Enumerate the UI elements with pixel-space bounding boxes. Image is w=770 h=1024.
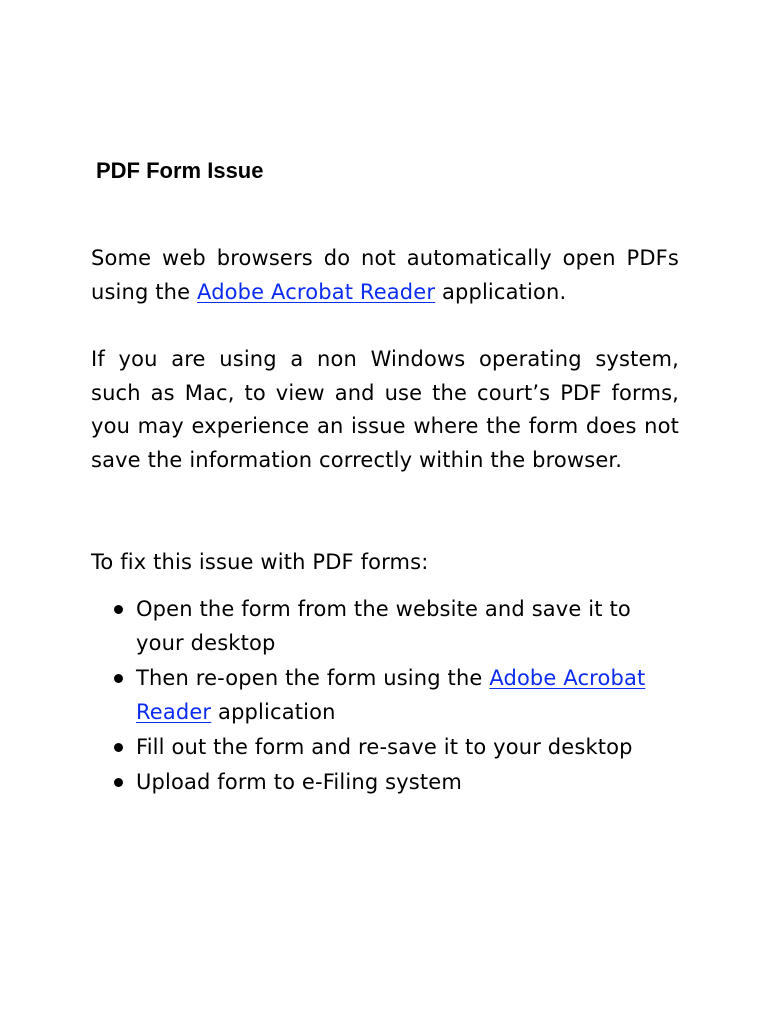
intro-text-after-link: application.: [435, 279, 567, 304]
bullet-icon: [114, 605, 123, 614]
step-text: Fill out the form and re-save it to your desktop: [136, 735, 633, 759]
adobe-acrobat-reader-step-link[interactable]: Adobe Acrobat Reader: [136, 666, 646, 724]
step-text-before-link: Then re-open the form using the: [136, 666, 490, 690]
list-item: [111, 730, 683, 764]
step-text: Upload form to e-Filing system: [136, 770, 462, 794]
step-text-after-link: application: [211, 700, 336, 724]
fix-steps-list: [111, 592, 683, 800]
bullet-icon: [114, 778, 123, 787]
os-issue-paragraph: If you are using a non Windows operating system, such as Mac, to view and use the court’s PDF forms, you may experience an issue where the form does not save the information correctly within the browser.: [91, 347, 679, 472]
intro-paragraph: [91, 242, 679, 309]
adobe-acrobat-reader-link[interactable]: Adobe Acrobat Reader: [197, 279, 436, 304]
step-text: Open the form from the website and save it to your desktop: [136, 597, 631, 655]
document-title: PDF Form Issue: [96, 158, 264, 183]
fix-intro-paragraph: To fix this issue with PDF forms:: [91, 550, 429, 574]
list-item: [111, 592, 683, 660]
intro-text-before-link: Some web browsers do not automatically open PDFs using the: [91, 246, 679, 304]
bullet-icon: [114, 674, 123, 683]
list-item: [111, 661, 683, 729]
list-item: [111, 765, 683, 799]
bullet-icon: [114, 743, 123, 752]
